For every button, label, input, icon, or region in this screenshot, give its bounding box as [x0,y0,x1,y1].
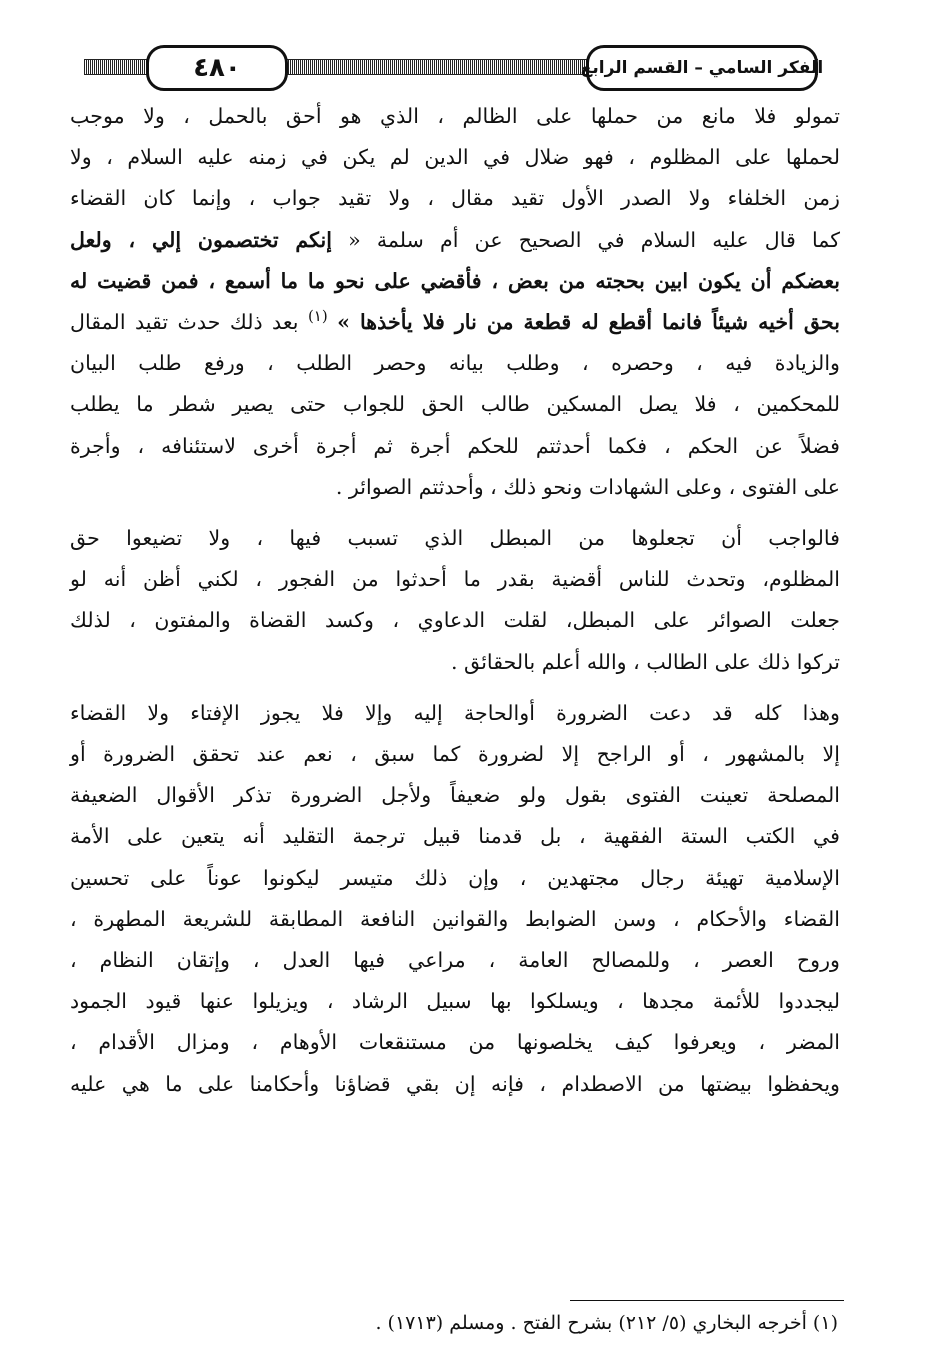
hadith-quote-end: بحق أخيه شيئاً فانما أقطع له قطعة من نار فلا يأخذها » [337,310,841,335]
hadith-quote-line: بعضكم أن يكون ابين بحجته من بعض ، فأقضي على نحو ما ما أسمع ، فمن قضيت له [70,268,840,293]
line-continuation: بعد ذلك حدث تقيد المقال [70,310,299,335]
text-line: للمحكمين ، فلا يصل المسكين طالب الحق للجواب حتى يصير شطر ما يطلب [70,392,840,417]
body-text [70,96,840,1105]
paragraph-1 [70,96,840,508]
text-line: ويحفظوا بيضتها من الاصطدام ، فإنه إن بقي قضاؤنا وأحكامنا على ما هي عليه [70,1071,840,1096]
text-line: المظلوم، وتحدث للناس أقضية بقدر ما أحدثوا من الفجور ، لكني أظن أنه لو [70,567,840,592]
text-line: تمولو فلا مانع من حملها على الظالم ، الذي هو أحق بالحمل ، ولا موجب [70,104,840,128]
paragraph-3 [70,693,840,1105]
page-header [84,40,824,92]
text-line: تركوا ذلك على الطالب ، والله أعلم بالحقائق . [450,649,840,674]
text-line: وهذا كله قد دعت الضرورة أوالحاجة إليه وإلا فلا يجوز الإفتاء ولا القضاء [70,700,840,725]
text-line: في الكتب الستة الفقهية ، بل قدمنا قبيل ترجمة التقليد أنه يتعين على الأمة [70,824,840,849]
paragraph-2 [70,518,840,683]
footnote-reference[interactable]: (١) [307,307,328,326]
footnote-divider [570,1300,844,1301]
text-line: جعلت الصوائر على المبطل، لقلت الدعاوي ، وكسد القضاة والمفتون ، لذلك [70,608,840,633]
text-line: الإسلامية تهيئة رجال مجتهدين ، وإن ذلك متيسر ليكونوا عوناً على تحسين [70,865,840,890]
quote-prefix: كما قال عليه السلام في الصحيح عن أم سلمة « [348,227,840,252]
text-line: القضاء والأحكام ، وسن الضوابط والقوانين النافعة المطابقة للشريعة المطهرة ، [70,906,840,931]
text-line: المضر ، ويعرفوا كيف يخلصونها من مستنقعات الأوهام ، ومزال الأقدام ، [70,1030,840,1055]
text-line: المصلحة تعينت الفتوى بقول ولو ضعيفاً ولأجل الضرورة تذكر الأقوال الضعيفة [70,783,840,808]
text-line: والزيادة فيه ، وحصره ، وطلب بيانه وحصر الطلب ، ورفع طلب البيان [70,351,840,376]
text-line: ليجددوا للأئمة مجدها ، ويسلكوا بها سبيل الرشاد ، ويزيلوا عنها قيود الجمود [70,989,840,1014]
text-line: زمن الخلفاء ولا الصدر الأول تقيد مقال ، ولا تقيد جواب ، وإنما كان القضاء [70,186,840,211]
text-line: لحملها على المظلوم ، فهو ضلال في الدين لم يكن في زمنه عليه السلام ، ولا [70,145,840,170]
text-line: وروح العصر ، وللمصالح العامة ، مراعي فيها العدل ، وإتقان النظام ، [70,948,840,973]
text-line: فالواجب أن تجعلوها من المبطل الذي تسبب فيها ، ولا تضيعوا حق [70,526,840,551]
hadith-quote: إنكم تختصمون إلي ، ولعل [70,227,332,252]
text-line: إلا بالمشهور ، أو الراجح إلا لضرورة كما سبق ، نعم عند تحقق الضرورة أو [70,742,840,767]
text-line-quote-start [70,220,840,261]
footnote: (١) أخرجه البخاري (٥/ ٢١٢) بشرح الفتح . ومسلم (١٧١٣) . [375,1312,838,1334]
page-number: ٤٨٠ [146,45,288,91]
text-line-quote-end [70,302,840,343]
text-line: فضلاً عن الحكم ، فكما أحدثتم للحكم أجرة ثم أجرة أخرى لاستئنافه ، وأجرة [70,433,840,458]
running-title: الفكر السامي – القسم الرابع [586,45,818,91]
text-line: على الفتوى ، وعلى الشهادات ونحو ذلك ، وأحدثتم الصوائر . [335,474,840,499]
